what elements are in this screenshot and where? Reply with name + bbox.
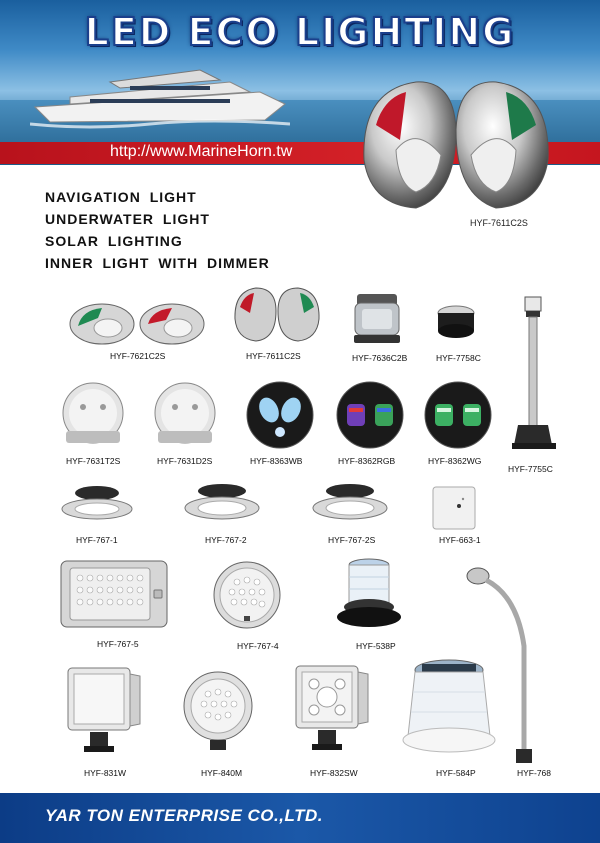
- hero-product-image: [356, 70, 556, 215]
- product-image-downlight: [311, 481, 389, 521]
- product-label: HYF-7611C2S: [246, 351, 301, 361]
- product-label: HYF-538P: [356, 641, 396, 651]
- product-label: HYF-7631T2S: [66, 456, 121, 466]
- product-label: HYF-768: [517, 768, 552, 778]
- product-label: HYF-8363WB: [250, 456, 303, 466]
- product-image-flood-light: [64, 664, 146, 754]
- footer-bar: [0, 793, 600, 843]
- product-image-underwater-light-rgb: [335, 380, 405, 450]
- product-label: HYF-767-2: [205, 535, 247, 545]
- product-label: HYF-7621C2S: [110, 351, 166, 361]
- product-image-underwater-light-blue: [245, 380, 315, 450]
- product-label: HYF-663-1: [439, 535, 481, 545]
- product-image-bicolor-light: [232, 285, 322, 343]
- product-image-navigation-pair: [68, 298, 206, 346]
- product-image-downlight: [183, 481, 261, 521]
- product-label: HYF-767-1: [76, 535, 118, 545]
- product-label: HYF-8362RGB: [338, 456, 396, 466]
- product-label: HYF-7636C2B: [352, 353, 408, 363]
- product-image-panel-light: [60, 560, 168, 628]
- product-label: HYF-767-4: [237, 641, 279, 651]
- product-image-stern-light: [58, 381, 128, 451]
- product-label: HYF-7758C: [436, 353, 481, 363]
- product-image-deck-light: [150, 381, 220, 451]
- product-image-solar-beacon-large: [400, 656, 498, 756]
- category-underwater-light: UNDERWATER LIGHT: [45, 211, 210, 227]
- product-image-dimmer-switch: [432, 486, 476, 530]
- product-label: HYF-831W: [84, 768, 127, 778]
- category-navigation-light: NAVIGATION LIGHT: [45, 189, 197, 205]
- product-image-telescopic-pole-light: [510, 295, 560, 455]
- product-label: HYF-7755C: [508, 464, 553, 474]
- product-image-masthead-light: [352, 291, 402, 346]
- product-image-spot-flood-light: [292, 662, 374, 754]
- category-inner-light: INNER LIGHT WITH DIMMER: [45, 255, 270, 271]
- product-label: HYF-584P: [436, 768, 476, 778]
- product-label: HYF-767-5: [97, 639, 139, 649]
- product-image-solar-beacon-small: [334, 557, 404, 632]
- hero-model-label: HYF-7611C2S: [470, 218, 528, 228]
- page-title: LED ECO LIGHTING: [84, 10, 516, 54]
- yacht-image: [30, 52, 290, 132]
- product-image-round-work-light: [180, 670, 260, 752]
- product-image-all-round-light: [435, 301, 477, 343]
- product-label: HYF-8362WG: [428, 456, 482, 466]
- company-name: YAR TON ENTERPRISE CO.,LTD.: [45, 806, 323, 825]
- product-label: HYF-840M: [201, 768, 243, 778]
- website-url[interactable]: http://www.MarineHorn.tw: [110, 143, 293, 160]
- product-image-downlight: [60, 483, 135, 521]
- category-solar-lighting: SOLAR LIGHTING: [45, 233, 183, 249]
- product-image-dome-light: [212, 560, 282, 630]
- product-label: HYF-7631D2S: [157, 456, 213, 466]
- product-label: HYF-832SW: [310, 768, 358, 778]
- product-image-underwater-light-green: [423, 380, 493, 450]
- category-list: [45, 186, 270, 274]
- product-label: HYF-767-2S: [328, 535, 376, 545]
